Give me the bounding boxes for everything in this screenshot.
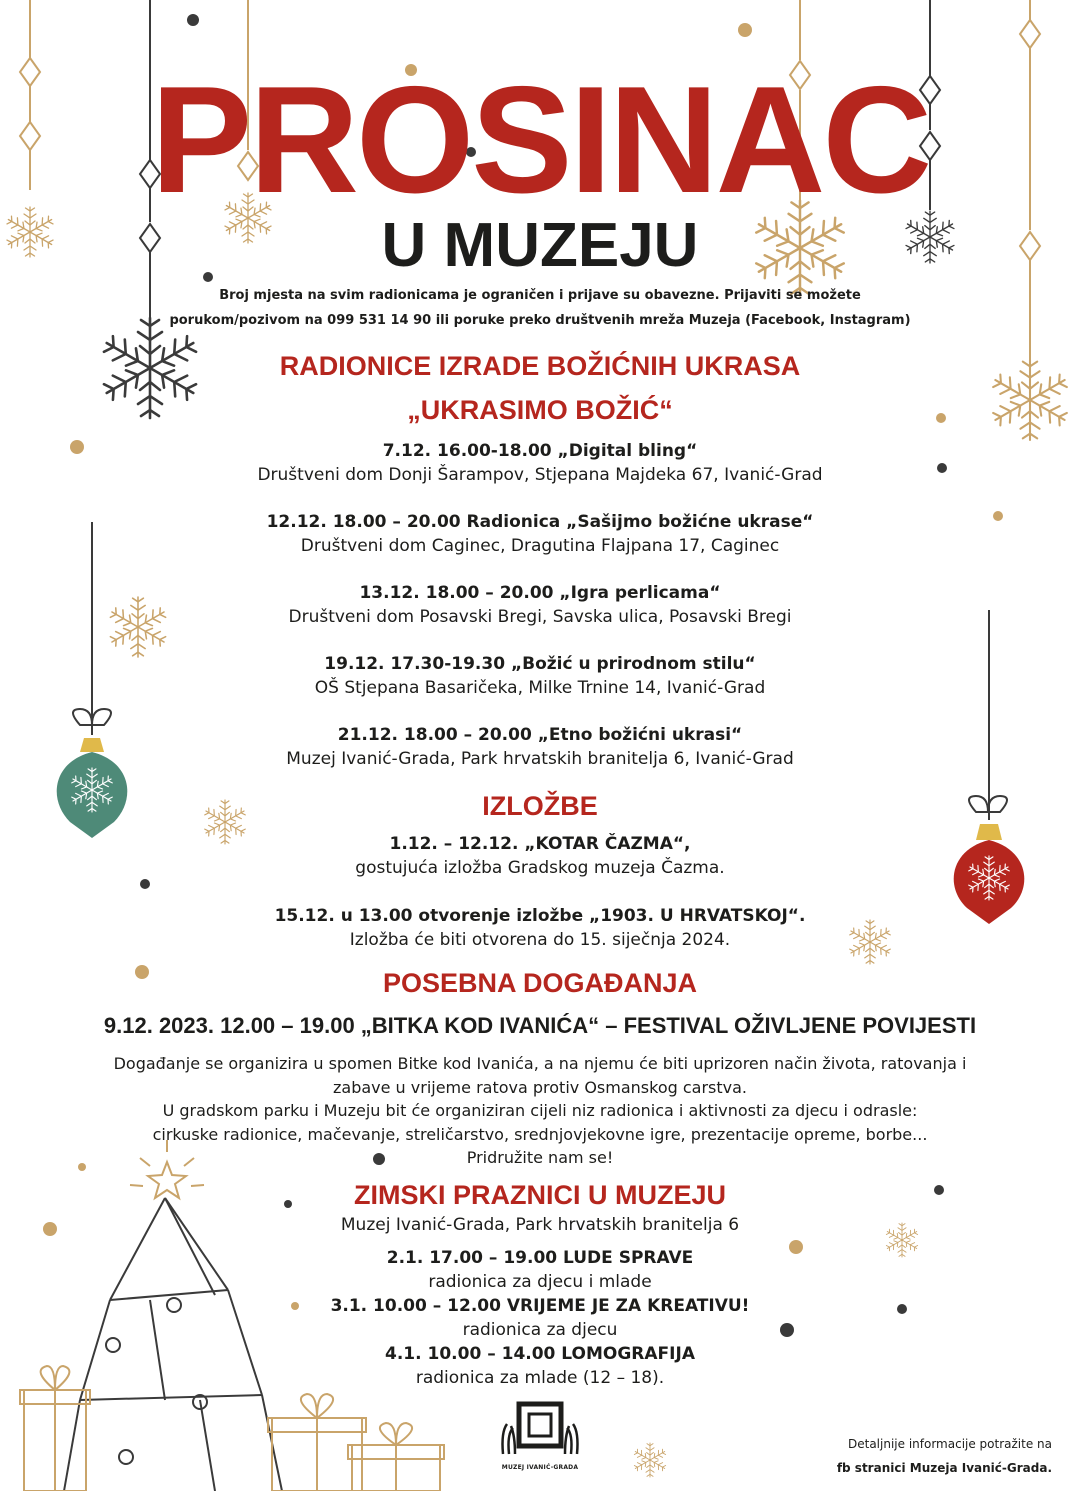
event-time-title: 12.12. 18.00 – 20.00 Radionica „Sašijmo božićne ukrase“ bbox=[266, 512, 814, 532]
event-time-title: 19.12. 17.30-19.30 „Božić u prirodnom stilu“ bbox=[324, 654, 756, 674]
event-location: Muzej Ivanić-Grada, Park hrvatskih branitelja 6, Ivanić-Grad bbox=[286, 749, 794, 769]
footer-info-line-2: fb stranici Muzeja Ivanić-Grada. bbox=[836, 1461, 1052, 1475]
winter-event-title: 3.1. 10.00 – 12.00 VRIJEME JE ZA KREATIVU! bbox=[330, 1296, 750, 1316]
winter-event-desc: radionica za mlade (12 – 18). bbox=[415, 1368, 665, 1388]
exhibition-description: Izložba će biti otvorena do 15. siječnja 2024. bbox=[349, 930, 731, 950]
event-location: OŠ Stjepana Basaričeka, Milke Trnine 14, Ivanić-Grad bbox=[314, 678, 766, 698]
workshop-event-2 bbox=[0, 510, 1080, 558]
exhibition-title: 15.12. u 13.00 otvorenje izložbe „1903. U HRVATSKOJ“. bbox=[274, 906, 806, 926]
winter-location: Muzej Ivanić-Grada, Park hrvatskih branitelja 6 bbox=[340, 1215, 740, 1235]
workshops-heading: RADIONICE IZRADE BOŽIĆNIH UKRASA bbox=[279, 351, 801, 381]
winter-event-desc: radionica za djecu bbox=[462, 1320, 618, 1340]
workshop-event-5 bbox=[0, 723, 1080, 771]
festival-line: zabave u vrijeme ratova protiv Osmanskog carstva. bbox=[332, 1077, 747, 1097]
festival-line: cirkuske radionice, mačevanje, streličarstvo, srednjovjekovne igre, prezentacije opreme, borbe... bbox=[152, 1124, 928, 1144]
festival-line: Pridružite nam se! bbox=[466, 1148, 614, 1167]
workshop-event-4 bbox=[0, 652, 1080, 700]
footer-info-line-1: Detaljnije informacije potražite na bbox=[848, 1437, 1052, 1451]
museum-logo-icon bbox=[495, 1398, 585, 1460]
special-events-heading: POSEBNA DOGAĐANJA bbox=[382, 968, 698, 998]
winter-event-title: 4.1. 10.00 – 14.00 LOMOGRAFIJA bbox=[385, 1344, 695, 1364]
exhibitions-heading: IZLOŽBE bbox=[482, 791, 598, 821]
event-time-title: 21.12. 18.00 – 20.00 „Etno božićni ukrasi“ bbox=[337, 725, 743, 745]
exhibition-title: 1.12. – 12.12. „KOTAR ČAZMA“, bbox=[389, 834, 691, 854]
exhibition-1 bbox=[0, 832, 1080, 880]
workshop-event-1 bbox=[0, 439, 1080, 487]
exhibition-2 bbox=[0, 904, 1080, 952]
workshop-event-3 bbox=[0, 581, 1080, 629]
registration-notice-line-2: porukom/pozivom na 099 531 14 90 ili poruke preko društvenih mreža Muzeja (Facebook, Instagram) bbox=[169, 313, 911, 328]
event-location: Društveni dom Caginec, Dragutina Flajpana 17, Caginec bbox=[300, 536, 780, 556]
winter-events bbox=[0, 1246, 1080, 1390]
event-time-title: 7.12. 16.00-18.00 „Digital bling“ bbox=[382, 441, 698, 461]
exhibition-description: gostujuća izložba Gradskog muzeja Čazma. bbox=[355, 858, 725, 878]
museum-logo bbox=[480, 1398, 600, 1471]
page-title: PROSINAC bbox=[150, 55, 930, 225]
festival-title: 9.12. 2023. 12.00 – 19.00 „BITKA KOD IVANIĆA“ – FESTIVAL OŽIVLJENE POVIJESTI bbox=[103, 1013, 977, 1038]
event-time-title: 13.12. 18.00 – 20.00 „Igra perlicama“ bbox=[359, 583, 721, 603]
workshops-subheading: „UKRASIMO BOŽIĆ“ bbox=[407, 395, 673, 425]
page-subtitle: U MUZEJU bbox=[381, 211, 699, 280]
winter-event-desc: radionica za djecu i mlade bbox=[428, 1272, 652, 1292]
event-location: Društveni dom Posavski Bregi, Savska ulica, Posavski Bregi bbox=[288, 607, 792, 627]
festival-line: U gradskom parku i Muzeju bit će organiziran cijeli niz radionica i aktivnosti za djecu i odrasle: bbox=[162, 1101, 918, 1120]
festival-line: Događanje se organizira u spomen Bitke kod Ivanića, a na njemu će biti uprizoren način života, ratovanja i bbox=[113, 1054, 967, 1073]
registration-notice-line-1: Broj mjesta na svim radionicama je ograničen i prijave su obavezne. Prijaviti se možete bbox=[219, 288, 861, 303]
museum-logo-caption: MUZEJ IVANIĆ-GRADA bbox=[501, 1464, 579, 1471]
winter-event-title: 2.1. 17.00 – 19.00 LUDE SPRAVE bbox=[386, 1248, 694, 1268]
event-location: Društveni dom Donji Šarampov, Stjepana Majdeka 67, Ivanić-Grad bbox=[257, 465, 823, 485]
winter-heading: ZIMSKI PRAZNICI U MUZEJU bbox=[353, 1180, 726, 1210]
festival-description bbox=[0, 1052, 1080, 1170]
